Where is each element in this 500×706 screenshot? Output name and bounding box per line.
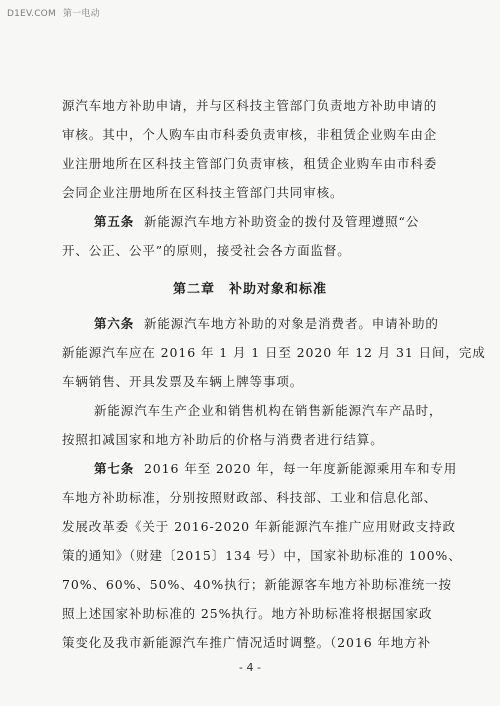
body-line: 业注册地所在区科技主管部门负责审核，租赁企业购车由市科委 [62,156,438,171]
body-line: 审核。其中，个人购车由市科委负责审核，非租赁企业购车由企 [62,127,438,142]
article-7-line: 第七条 2016 年至 2020 年，每一年度新能源乘用车和专用 [94,461,458,476]
body-line: 70%、60%、50%、40%执行；新能源客车地方补助标准统一按 [62,577,452,592]
article-5-line: 第五条 新能源汽车地方补助资金的拨付及管理遵照“公 [94,214,420,229]
article-6-line: 第六条 新能源汽车地方补助的对象是消费者。申请补助的 [94,316,439,331]
watermark-site: D1EV.COM [7,9,56,19]
body-line: 按照扣减国家和地方补助后的价格与消费者进行结算。 [62,432,384,447]
page-number: - 4 - [239,661,261,674]
body-line: 发展改革委《关于 2016-2020 年新能源汽车推广应用财政支持政 [62,519,456,534]
body-line: 源汽车地方补助申请，并与区科技主管部门负责地方补助申请的 [62,98,438,113]
body-line: 策的通知》（财建〔2015〕134 号）中，国家补助标准的 100%、 [62,548,462,563]
chapter-heading: 第二章 补助对象和标准 [172,282,327,297]
body-line: 开、公正、公平”的原则，接受社会各方面监督。 [62,243,351,258]
body-line: 车辆销售、开具发票及车辆上牌等事项。 [62,374,304,389]
body-line: 新能源汽车生产企业和销售机构在销售新能源汽车产品时， [94,403,443,418]
body-line: 会同企业注册地所在区科技主管部门共同审核。 [62,185,344,200]
body-line: 照上述国家补助标准的 25%执行。地方补助标准将根据国家政 [62,606,433,621]
article-label: 第六条 [94,316,135,331]
article-label: 第五条 [94,214,135,229]
body-line: 策变化及我市新能源汽车推广情况适时调整。（2016 年地方补 [62,635,432,650]
article-label: 第七条 [94,461,135,476]
body-line: 车地方补助标准，分别按照财政部、科技部、工业和信息化部、 [62,490,438,505]
watermark-name: 第一电动 [63,9,100,19]
watermark [7,6,100,19]
body-line: 新能源汽车应在 2016 年 1 月 1 日至 2020 年 12 月 31 日间，完成 [62,345,486,360]
